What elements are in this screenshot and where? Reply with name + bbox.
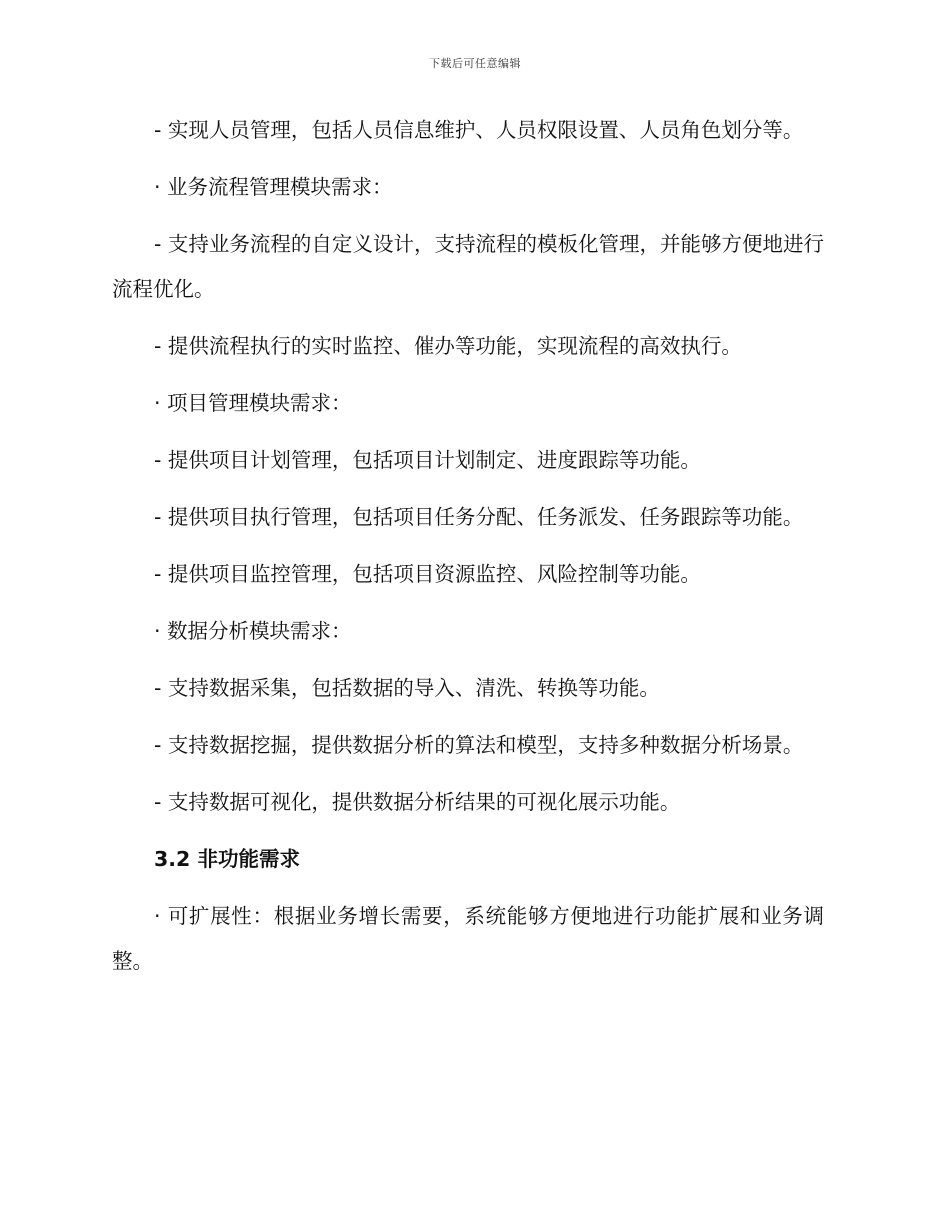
paragraph: - 支持业务流程的自定义设计，支持流程的模板化管理，并能够方便地进行流程优化。 — [112, 232, 824, 301]
document-body — [112, 108, 824, 996]
page-header: 下载后可任意编辑 — [429, 57, 521, 70]
paragraph: - 实现人员管理，包括人员信息维护、人员权限设置、人员角色划分等。 — [154, 118, 804, 142]
paragraph: - 提供项目监控管理，包括项目资源监控、风险控制等功能。 — [154, 562, 701, 586]
paragraph: - 支持数据挖掘，提供数据分析的算法和模型，支持多种数据分析场景。 — [154, 733, 804, 757]
paragraph: - 提供项目执行管理，包括项目任务分配、任务派发、任务跟踪等功能。 — [154, 505, 804, 529]
paragraph: · 业务流程管理模块需求： — [154, 175, 393, 199]
paragraph: · 可扩展性：根据业务增长需要，系统能够方便地进行功能扩展和业务调整。 — [112, 904, 824, 973]
paragraph: - 支持数据可视化，提供数据分析结果的可视化展示功能。 — [154, 790, 681, 814]
paragraph: · 数据分析模块需求： — [154, 619, 352, 643]
paragraph: · 项目管理模块需求： — [154, 391, 352, 415]
paragraph: - 提供项目计划管理，包括项目计划制定、进度跟踪等功能。 — [154, 448, 701, 472]
section-heading: 3.2 非功能需求 — [154, 847, 300, 871]
paragraph: - 提供流程执行的实时监控、催办等功能，实现流程的高效执行。 — [154, 334, 742, 358]
paragraph: - 支持数据采集，包括数据的导入、清洗、转换等功能。 — [154, 676, 660, 700]
